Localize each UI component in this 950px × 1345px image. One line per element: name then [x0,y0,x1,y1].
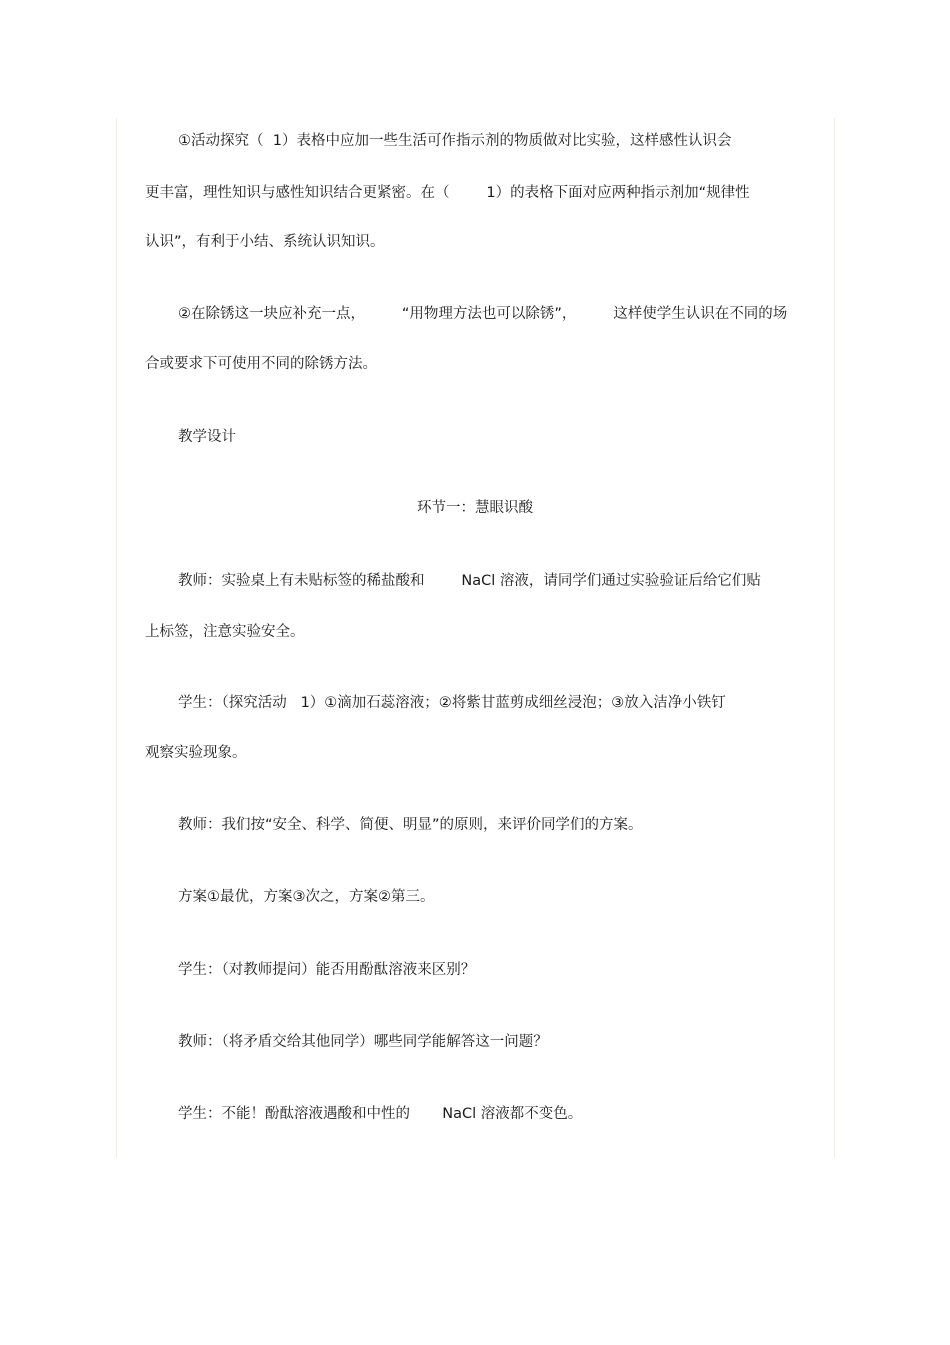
section-heading: 环节一：慧眼识酸 [417,500,533,516]
dialogue-teacher-2: 教师：我们按“安全、科学、简便、明显”的原则，来评价同学们的方案。 [178,817,643,833]
page-border-left [116,118,117,1158]
paragraph-2-line-1: ②在除锈这一块应补充一点， “用物理方法也可以除锈”， 这样使学生认识在不同的场 [178,306,788,322]
paragraph-1-line-3: 认识”，有利于小结、系统认识知识。 [145,234,385,250]
dialogue-teacher-3: 教师：（将矛盾交给其他同学）哪些同学能解答这一问题？ [178,1034,548,1050]
dialogue-plan-ranking: 方案①最优，方案③次之，方案②第三。 [178,889,435,905]
dialogue-student-1-line-2: 观察实验现象。 [145,745,247,761]
paragraph-1-line-2: 更丰富，理性知识与感性知识结合更紧密。在（ 1）的表格下面对应两种指示剂加“规律性 [145,185,750,201]
paragraph-2-line-2: 合或要求下可使用不同的除锈方法。 [145,356,377,372]
page-border-right [834,118,835,1158]
dialogue-student-3: 学生：不能！酚酞溶液遇酸和中性的 NaCl 溶液都不变色。 [178,1106,583,1122]
paragraph-1-line-1: ①活动探究（ 1）表格中应加一些生活可作指示剂的物质做对比实验，这样感性认识会 [178,133,732,149]
dialogue-student-1-line-1: 学生：（探究活动 1）①滴加石蕊溶液；②将紫甘蓝剪成细丝浸泡；③放入洁净小铁钉 [178,695,726,711]
dialogue-student-2: 学生：（对教师提问）能否用酚酞溶液来区别？ [178,962,476,978]
dialogue-teacher-1-line-1: 教师：实验桌上有未贴标签的稀盐酸和 NaCl 溶液，请同学们通过实验验证后给它们贴 [178,573,761,589]
dialogue-teacher-1-line-2: 上标签，注意实验安全。 [145,624,305,640]
section-label: 教学设计 [178,429,236,445]
